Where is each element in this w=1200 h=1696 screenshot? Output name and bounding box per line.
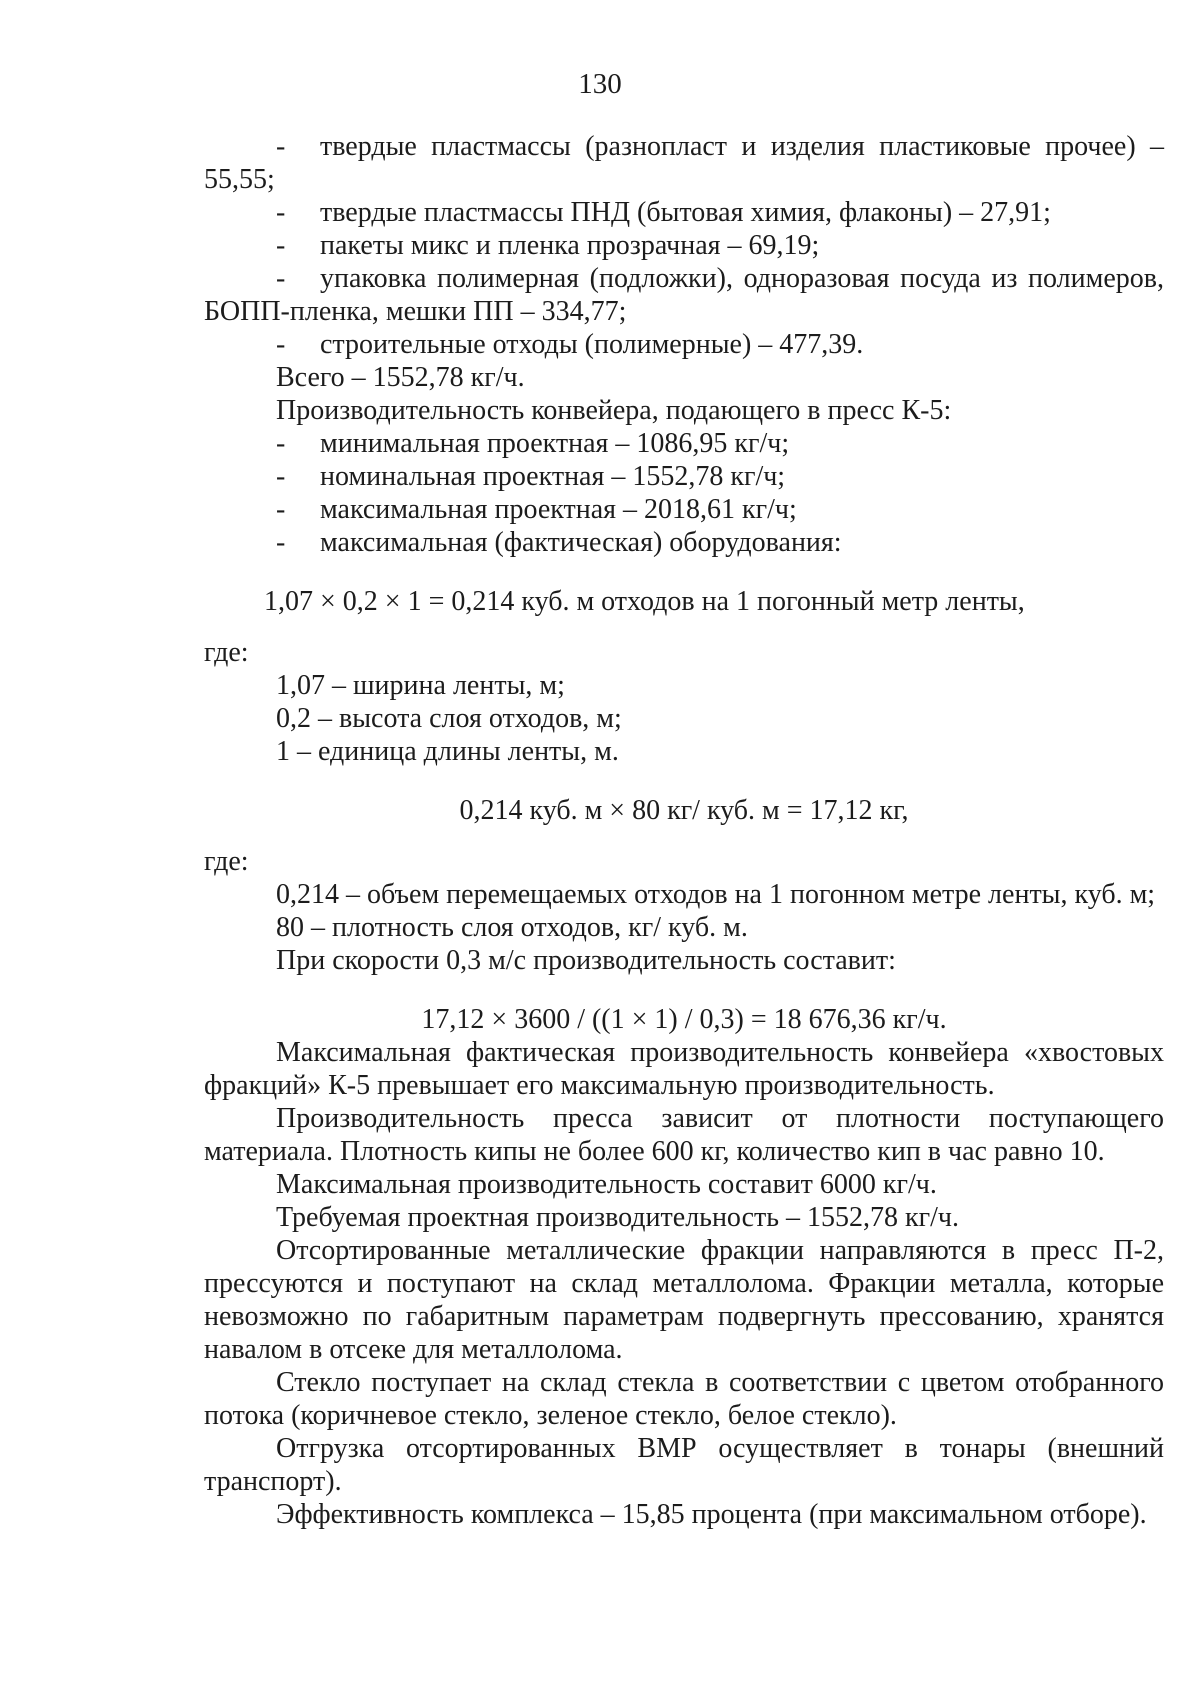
list-item: - твердые пластмассы ПНД (бытовая химия, флаконы) – 27,91; [276, 197, 1051, 228]
paragraph: Максимальная производительность составит 6000 кг/ч. [276, 1169, 937, 1200]
conveyor-intro: Производительность конвейера, подающего в пресс К-5: [276, 395, 952, 426]
list-item: - минимальная проектная – 1086,95 кг/ч; [276, 428, 790, 459]
list-item: - максимальная (фактическая) оборудования: [276, 527, 842, 558]
conveyor-capacity-list [204, 427, 1164, 559]
list-item: - максимальная проектная – 2018,61 кг/ч; [276, 494, 797, 525]
total-line: Всего – 1552,78 кг/ч. [276, 362, 525, 393]
definition-line: 0,2 – высота слоя отходов, м; [276, 703, 622, 734]
list-item: - пакеты микс и пленка прозрачная – 69,19; [276, 230, 820, 261]
document-body [204, 130, 1164, 1531]
list-item: - строительные отходы (полимерные) – 477,39. [276, 329, 864, 360]
paragraph: Отсортированные металлические фракции направляются в пресс П-2, прессуются и поступают на склад металлолома. Фракции металла, которые невозможно по габаритным параметрам подвергнуть прессованию, хранятся навалом в отсеке для металлолома. [204, 1235, 1164, 1365]
paragraph: Эффективность комплекса – 15,85 процента (при максимальном отборе). [276, 1499, 1147, 1530]
paragraph: Отгрузка отсортированных ВМР осуществляет в тонары (внешний транспорт). [204, 1433, 1164, 1497]
list-item: - твердые пластмассы (разнопласт и изделия пластиковые прочее) – 55,55; [204, 131, 1164, 195]
waste-composition-list [204, 130, 1164, 361]
where-label: где: [204, 637, 249, 668]
paragraph: Максимальная фактическая производительность конвейера «хвостовых фракций» К-5 превышает его максимальную производительность. [204, 1037, 1164, 1101]
list-item: - номинальная проектная – 1552,78 кг/ч; [276, 461, 786, 492]
formula-productivity: 17,12 × 3600 / ((1 × 1) / 0,3) = 18 676,36 кг/ч. [421, 1004, 947, 1035]
definition-line: 80 – плотность слоя отходов, кг/ куб. м. [276, 912, 748, 943]
definition-line: 0,214 – объем перемещаемых отходов на 1 погонном метре ленты, куб. м; [276, 879, 1156, 910]
page-number: 130 [578, 68, 622, 100]
definition-line: 1 – единица длины ленты, м. [276, 736, 619, 767]
definition-line: При скорости 0,3 м/с производительность составит: [276, 945, 896, 976]
paragraph: Требуемая проектная производительность – 1552,78 кг/ч. [276, 1202, 960, 1233]
paragraph: Стекло поступает на склад стекла в соответствии с цветом отобранного потока (коричневое стекло, зеленое стекло, белое стекло). [204, 1367, 1164, 1431]
list-item: - упаковка полимерная (подложки), одноразовая посуда из полимеров, БОПП-пленка, мешки ПП – 334,77; [204, 263, 1164, 327]
formula-volume: 1,07 × 0,2 × 1 = 0,214 куб. м отходов на 1 погонный метр ленты, [264, 586, 1025, 617]
where-label: где: [204, 846, 249, 877]
definition-line: 1,07 – ширина ленты, м; [276, 670, 565, 701]
paragraph: Производительность пресса зависит от плотности поступающего материала. Плотность кипы не более 600 кг, количество кип в час равно 10. [204, 1103, 1164, 1167]
formula-mass: 0,214 куб. м × 80 кг/ куб. м = 17,12 кг, [459, 795, 909, 826]
